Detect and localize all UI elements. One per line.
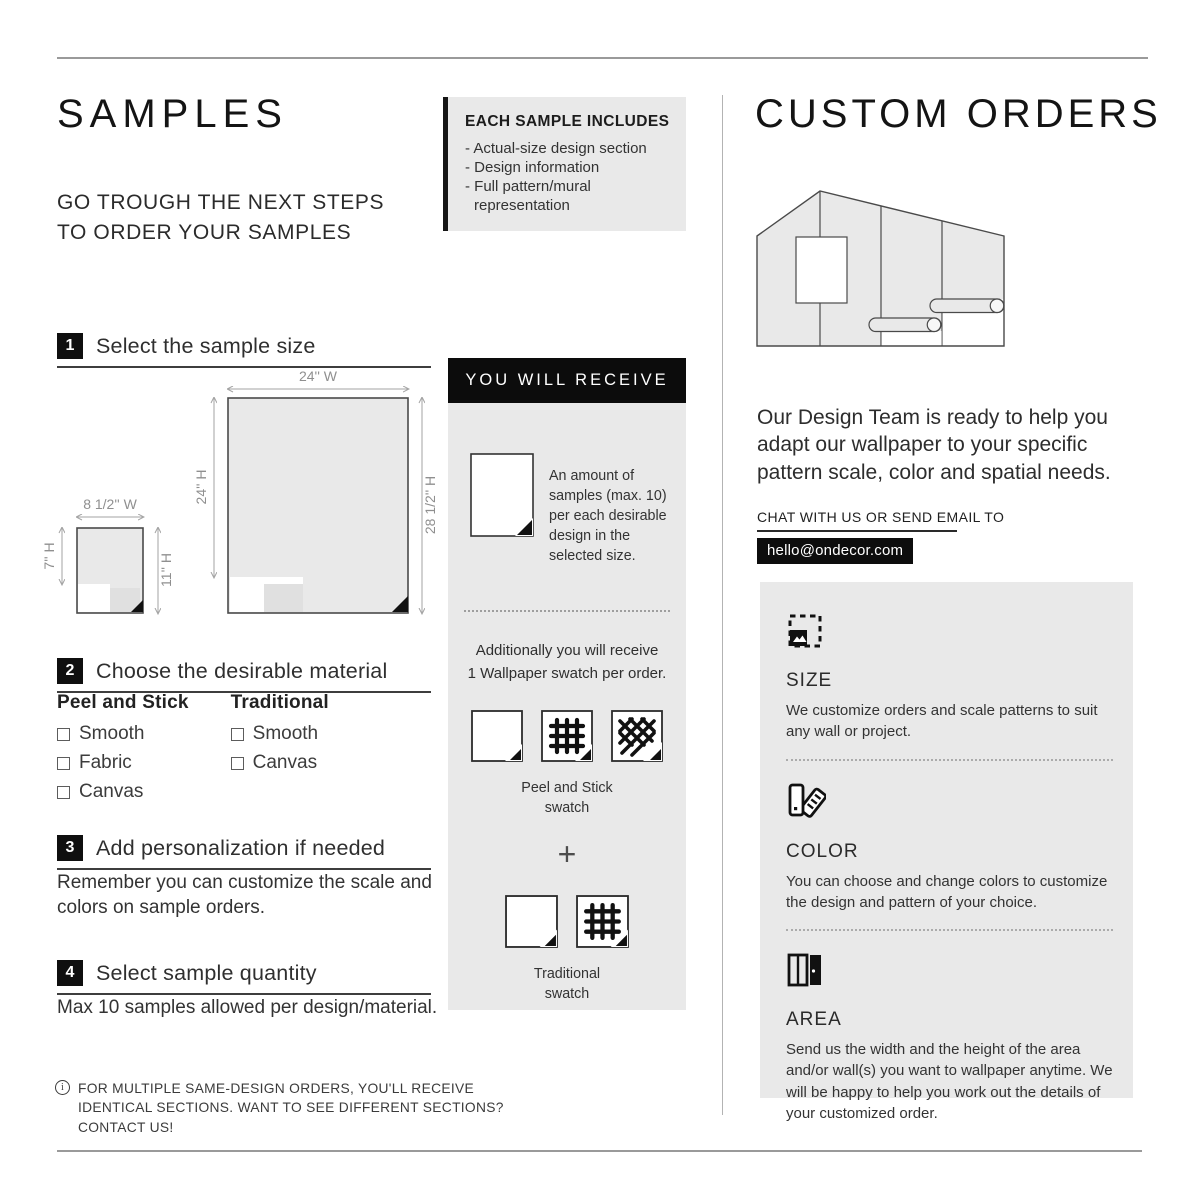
dim-label: 8 1/2'' W bbox=[83, 496, 137, 512]
top-rule bbox=[57, 57, 1148, 59]
dim-label: 24'' W bbox=[298, 368, 338, 384]
email-badge[interactable]: hello@ondecor.com bbox=[757, 538, 913, 564]
dim-label: 28 1/2'' H bbox=[422, 475, 438, 535]
step-3-description: Remember you can customize the scale and colors on sample orders. bbox=[57, 872, 432, 919]
each-sample-includes-box bbox=[443, 97, 686, 231]
dotted-separator bbox=[786, 759, 1113, 761]
plain-swatch-icon bbox=[505, 895, 558, 948]
custom-order-features-panel bbox=[760, 582, 1133, 1123]
dim-label: 7'' H bbox=[41, 542, 57, 570]
contact-block bbox=[757, 509, 1005, 564]
dotted-separator bbox=[464, 610, 670, 612]
step-1-heading: 1 Select the sample size bbox=[57, 333, 431, 368]
step-3-heading: 3 Add personalization if needed bbox=[57, 835, 431, 870]
samples-amount-row bbox=[448, 403, 686, 566]
step-3-number: 3 bbox=[57, 835, 83, 861]
footnote: i FOR MULTIPLE SAME-DESIGN ORDERS, YOU'LL RECEIVE IDENTICAL SECTIONS. WANT TO SEE DIFFERENT SECTIONS? CONTACT US! bbox=[55, 1079, 517, 1137]
you-will-receive-panel bbox=[448, 358, 686, 1010]
additional-swatch-text: Additionally you will receive 1 Wallpaper swatch per order. bbox=[467, 642, 667, 682]
dotted-separator bbox=[786, 929, 1113, 931]
step-4-heading: 4 Select sample quantity bbox=[57, 960, 431, 995]
feature-text-color: You can choose and change colors to customize the design and pattern of your choice. bbox=[786, 872, 1108, 911]
feature-heading-color: COLOR bbox=[786, 840, 859, 862]
includes-title: EACH SAMPLE INCLUDES bbox=[465, 113, 670, 130]
checkbox-option-smooth[interactable]: Smooth bbox=[231, 723, 345, 745]
checkbox-option-smooth[interactable]: Smooth bbox=[57, 723, 189, 745]
feature-heading-size: SIZE bbox=[786, 670, 833, 691]
includes-list bbox=[465, 139, 676, 215]
checkbox[interactable] bbox=[57, 757, 70, 770]
feature-heading-area: AREA bbox=[786, 1009, 842, 1031]
info-icon: i bbox=[55, 1080, 70, 1095]
traditional-column: Traditional Smooth Canvas bbox=[231, 692, 345, 810]
wallpaper-wall-illustration bbox=[753, 185, 1053, 355]
grid-weave-swatch-icon bbox=[576, 895, 629, 948]
area-icon bbox=[786, 951, 824, 989]
sample-sheet-icon bbox=[470, 453, 534, 537]
step-1-number: 1 bbox=[57, 333, 83, 359]
samples-title: SAMPLES bbox=[57, 92, 288, 136]
checkbox-option-canvas[interactable]: Canvas bbox=[57, 781, 189, 803]
receive-header: YOU WILL RECEIVE bbox=[448, 358, 686, 403]
samples-subtitle: GO TROUGH THE NEXT STEPS TO ORDER YOUR SAMPLES bbox=[57, 191, 385, 245]
custom-orders-title: CUSTOM ORDERS bbox=[755, 92, 1162, 136]
step-4-number: 4 bbox=[57, 960, 83, 986]
list-item: - Actual-size design section bbox=[465, 139, 676, 158]
checkbox[interactable] bbox=[231, 757, 244, 770]
samples-amount-text: An amount of samples (max. 10) per each desirable design in the selected size. bbox=[549, 468, 667, 565]
color-icon bbox=[786, 781, 826, 821]
traditional-swatch-label: Traditional swatch bbox=[533, 966, 601, 1003]
chat-label: CHAT WITH US OR SEND EMAIL TO bbox=[757, 509, 957, 532]
materials-options bbox=[57, 692, 345, 810]
list-item: - Full pattern/mural representation bbox=[465, 177, 676, 215]
sample-size-diagram bbox=[30, 362, 442, 622]
plain-swatch-icon bbox=[471, 710, 523, 762]
size-icon bbox=[786, 612, 824, 650]
plus-icon: + bbox=[557, 836, 577, 873]
step-4-description: Max 10 samples allowed per design/material. bbox=[57, 997, 438, 1018]
wallpaper-roll bbox=[930, 299, 1004, 313]
checkbox[interactable] bbox=[57, 786, 70, 799]
feature-text-size: We customize orders and scale patterns to suit any wall or project. bbox=[786, 702, 1098, 741]
wallpaper-roll bbox=[869, 318, 941, 332]
step-2-heading: 2 Choose the desirable material bbox=[57, 658, 431, 693]
checkbox-option-fabric[interactable]: Fabric bbox=[57, 752, 189, 774]
feature-text-area: Send us the width and the height of the area and/or wall(s) you want to wallpaper anytime. We will be happy to help you work out the details of your customized order. bbox=[786, 1041, 1113, 1123]
peel-and-stick-column: Peel and Stick Smooth Fabric Canvas bbox=[57, 692, 189, 802]
column-divider bbox=[722, 95, 723, 1115]
peel-swatch-icons bbox=[448, 710, 686, 762]
grid-weave-swatch-icon bbox=[541, 710, 593, 762]
peel-swatch-label: Peel and Stick swatch bbox=[521, 780, 613, 817]
step-2-number: 2 bbox=[57, 658, 83, 684]
cross-weave-swatch-icon bbox=[611, 710, 663, 762]
checkbox-option-canvas[interactable]: Canvas bbox=[231, 752, 345, 774]
bottom-rule bbox=[57, 1150, 1142, 1152]
checkbox[interactable] bbox=[231, 728, 244, 741]
design-team-intro: Our Design Team is ready to help you adapt our wallpaper to your specific pattern scale, color and spatial needs. bbox=[757, 406, 1111, 484]
traditional-swatch-icons bbox=[448, 895, 686, 948]
dim-label: 24'' H bbox=[193, 469, 209, 505]
checkbox[interactable] bbox=[57, 728, 70, 741]
small-sample-figure bbox=[41, 496, 174, 613]
large-sample-figure bbox=[193, 368, 438, 613]
dim-label: 11'' H bbox=[158, 553, 174, 587]
list-item: - Design information bbox=[465, 158, 676, 177]
